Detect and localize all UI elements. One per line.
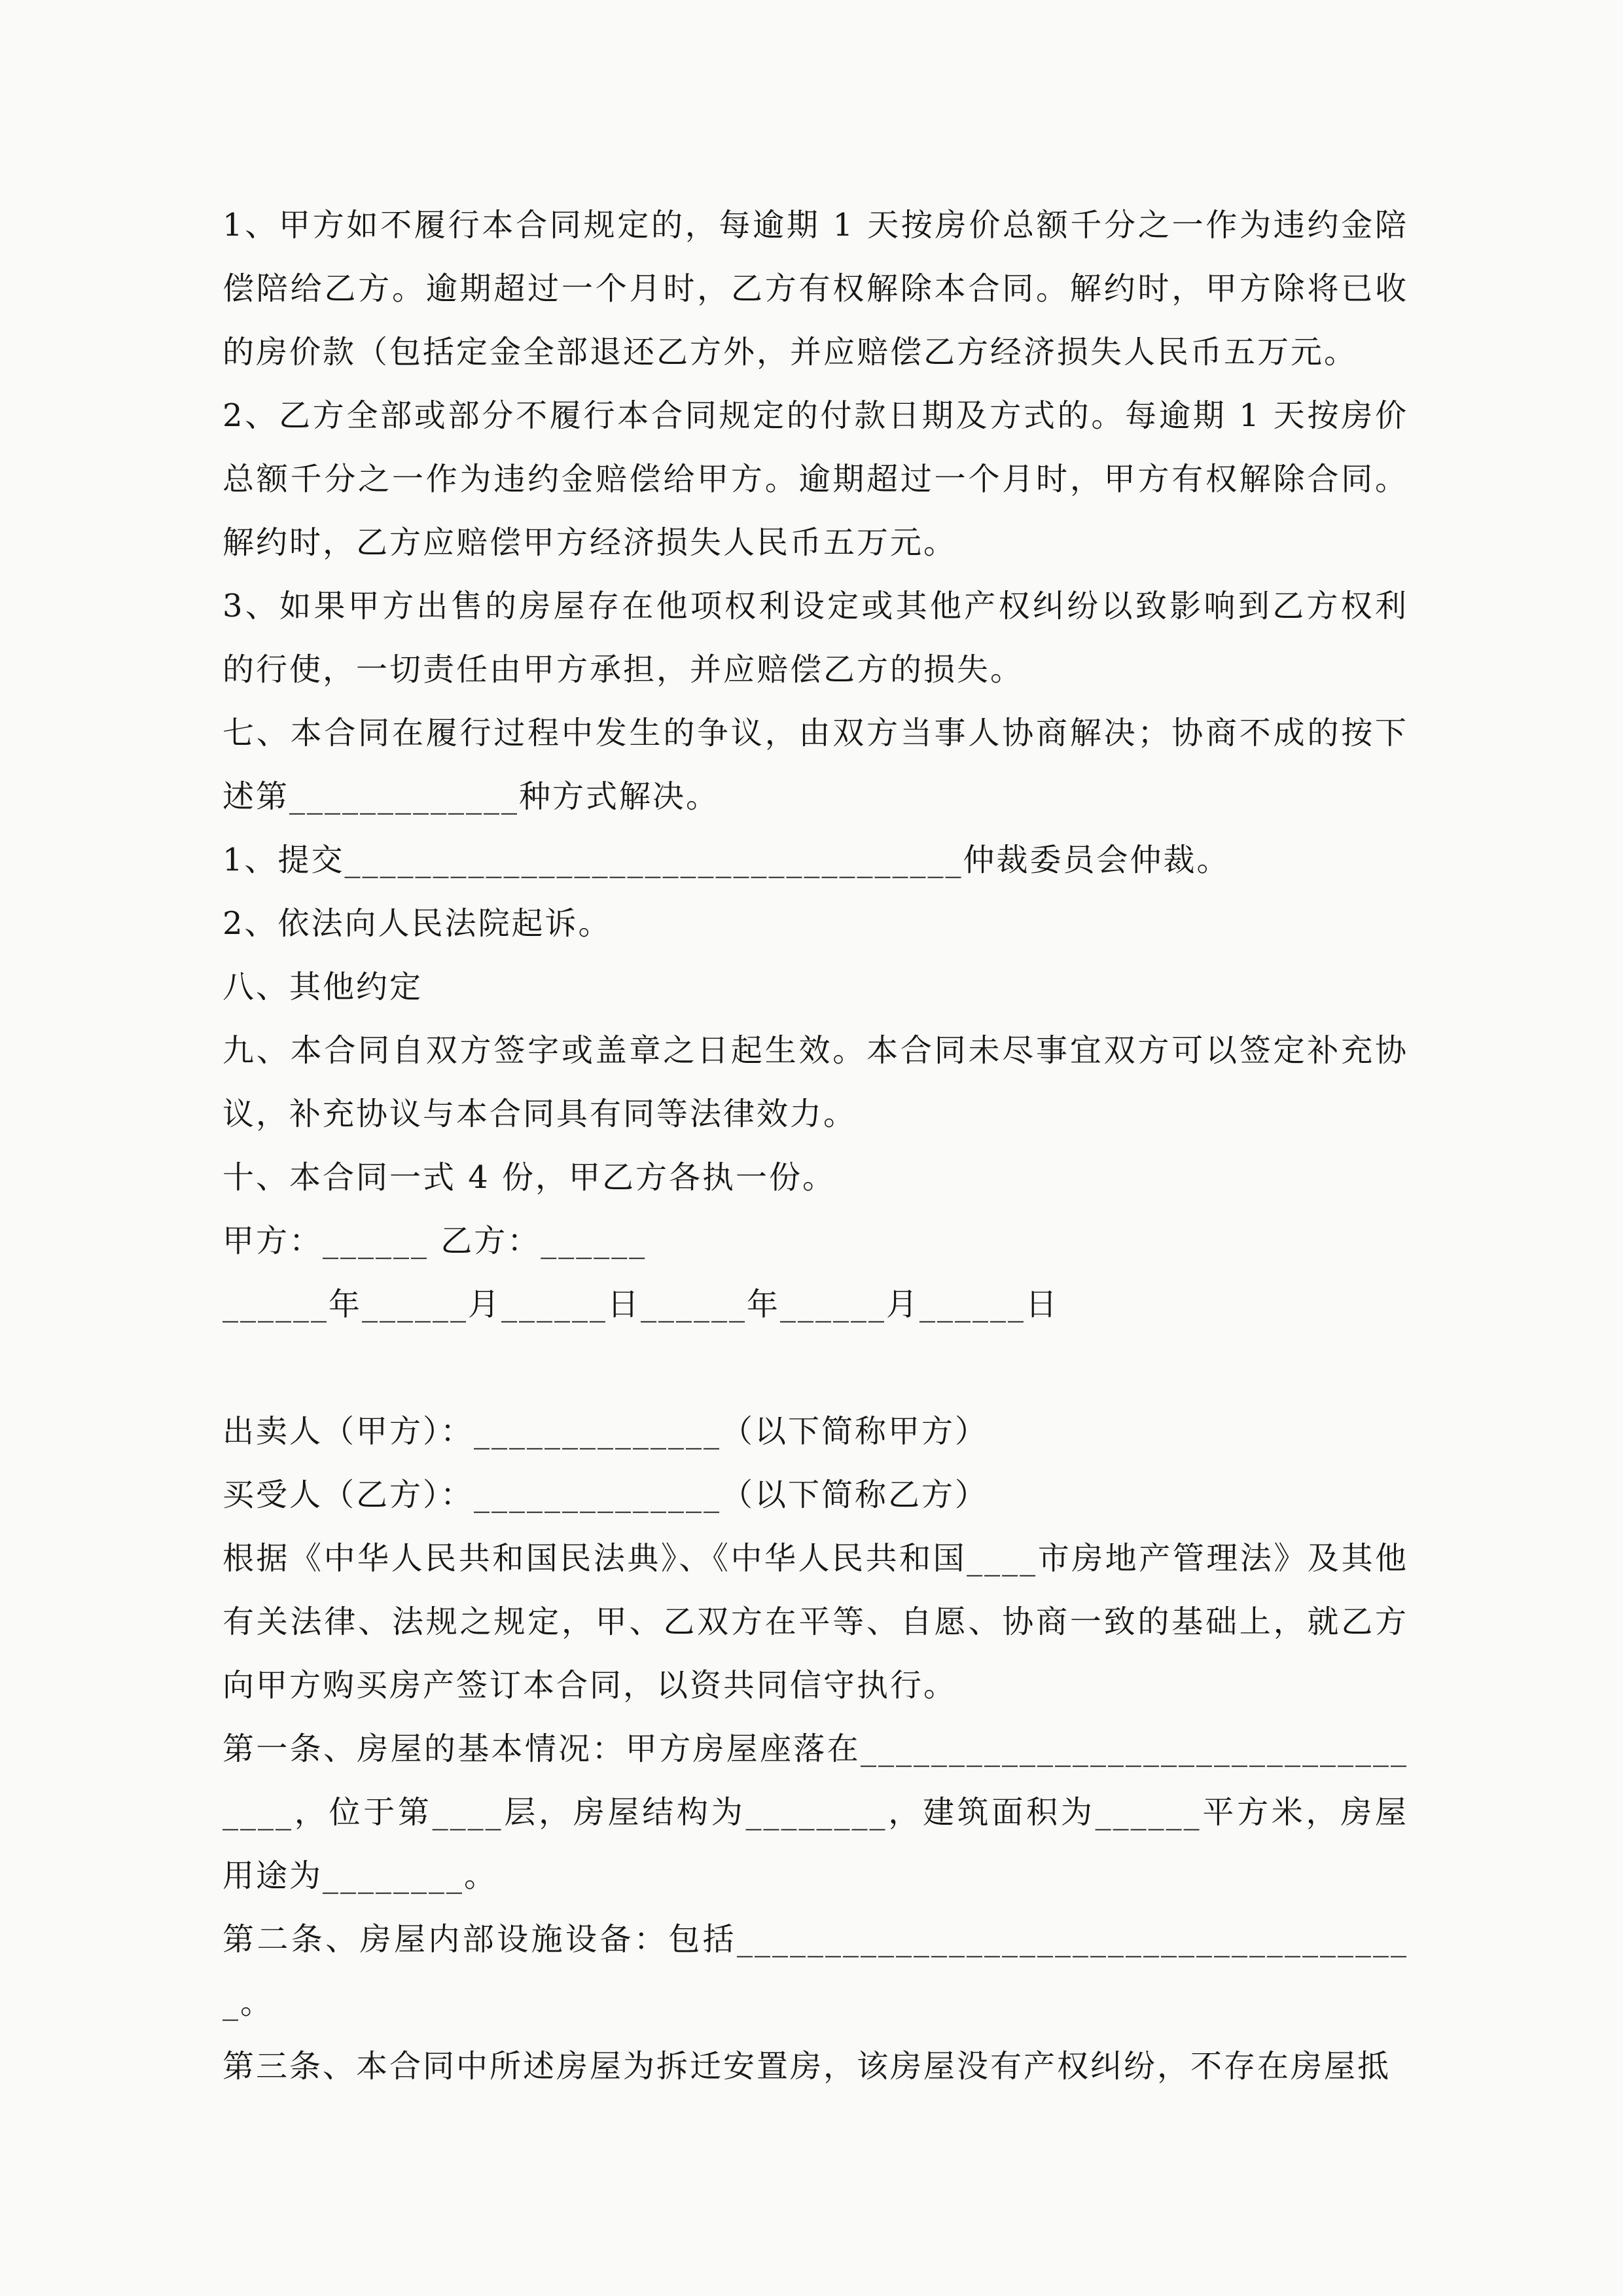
contract-body [223, 194, 1408, 2098]
date-line: ______年______月______日______年______月______日 [223, 1286, 1060, 1323]
clause-7-option-2-court: 2、依法向人民法院起诉。 [223, 905, 612, 942]
clause-3-title-dispute: 3、如果甲方出售的房屋存在他项权利设定或其他产权纠纷以致影响到乙方权利的行使，一切责任由甲方承担，并应赔偿乙方的损失。 [223, 588, 1408, 688]
article-1-house-basic-info: 第一条、房屋的基本情况：甲方房屋座落在___________________________________，位于第____层，房屋结构为________，建筑面积为______平方米，房屋用途为________。 [223, 1731, 1408, 1894]
buyer-line: 买受人（乙方）：______________（以下简称乙方） [223, 1477, 989, 1513]
article-2-interior-facilities: 第二条、房屋内部设施设备：包括_______________________________________。 [223, 1921, 1408, 2021]
clause-2-buyer-breach: 2、乙方全部或部分不履行本合同规定的付款日期及方式的。每逾期 1 天按房价总额千分之一作为违约金赔偿给甲方。逾期超过一个月时，甲方有权解除合同。解约时，乙方应赔偿甲方经济损失人民币五万元。 [223, 397, 1408, 561]
clause-7-option-1-arbitration: 1、提交___________________________________仲裁委员会仲裁。 [223, 842, 1230, 878]
signature-line: 甲方：______ 乙方：______ [223, 1223, 647, 1259]
seller-line: 出卖人（甲方）：______________（以下简称甲方） [223, 1413, 989, 1450]
preamble: 根据《中华人民共和国民法典》、《中华人民共和国____市房地产管理法》及其他有关法律、法规之规定，甲、乙双方在平等、自愿、协商一致的基础上，就乙方向甲方购买房产签订本合同，以资共同信守执行。 [223, 1540, 1408, 1704]
clause-10-copies: 十、本合同一式 4 份，甲乙方各执一份。 [223, 1159, 836, 1196]
clause-9-effectiveness: 九、本合同自双方签字或盖章之日起生效。本合同未尽事宜双方可以签定补充协议，补充协议与本合同具有同等法律效力。 [223, 1032, 1408, 1132]
clause-1-seller-breach: 1、甲方如不履行本合同规定的，每逾期 1 天按房价总额千分之一作为违约金陪偿陪给乙方。逾期超过一个月时，乙方有权解除本合同。解约时，甲方除将已收的房价款（包括定金全部退还乙方外，并应赔偿乙方经济损失人民币五万元。 [223, 207, 1408, 370]
clause-8-other-agreements: 八、其他约定 [223, 969, 423, 1005]
clause-7-dispute-resolution: 七、本合同在履行过程中发生的争议，由双方当事人协商解决；协商不成的按下述第_____________种方式解决。 [223, 715, 1408, 815]
article-3-relocation-house: 第三条、本合同中所述房屋为拆迁安置房，该房屋没有产权纠纷，不存在房屋抵 [223, 2048, 1391, 2085]
